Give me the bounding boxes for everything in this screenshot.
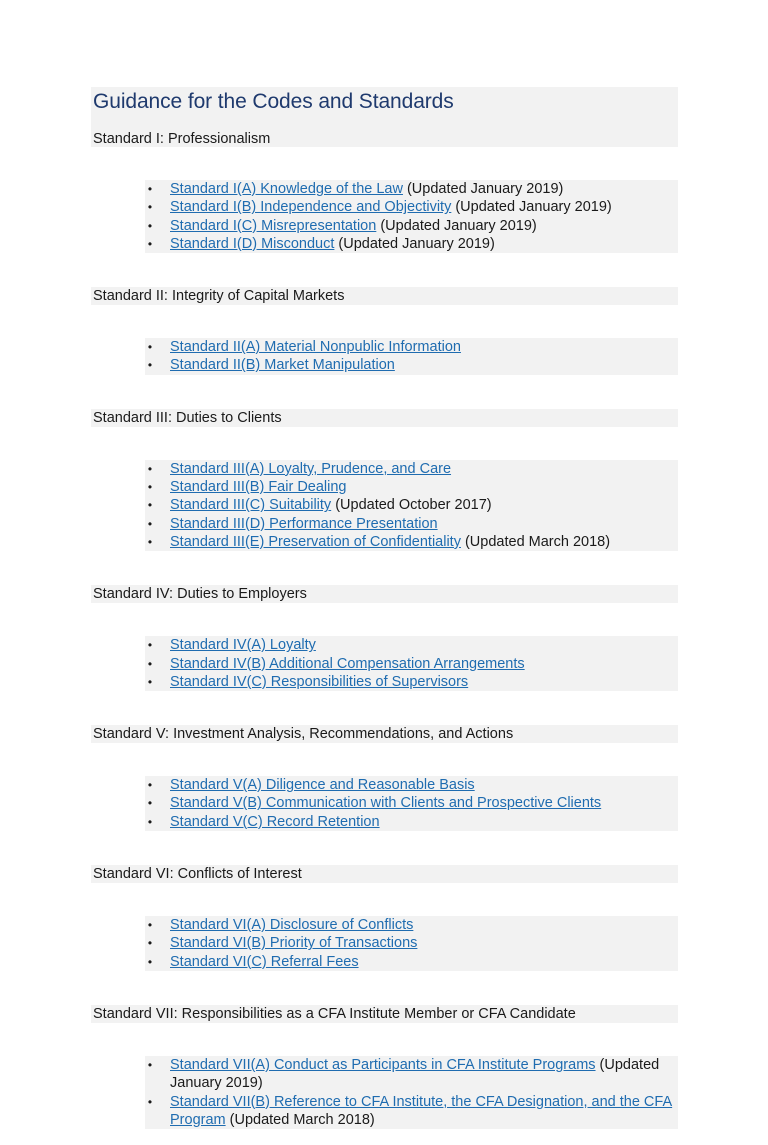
section-heading-standard-ii: Standard II: Integrity of Capital Markets (91, 287, 678, 305)
bullet-icon: • (147, 814, 153, 829)
bullet-icon: • (147, 516, 153, 531)
bullet-icon: • (147, 656, 153, 671)
link-standard-iv-b[interactable]: Standard IV(B) Additional Compensation Arrangements (170, 655, 525, 672)
list-item (145, 655, 678, 673)
list-item (145, 934, 678, 952)
link-standard-vii-a[interactable]: Standard VII(A) Conduct as Participants in CFA Institute Programs (170, 1056, 596, 1073)
list-item (145, 813, 678, 831)
page-title: Guidance for the Codes and Standards (93, 90, 454, 113)
list-item (145, 496, 678, 514)
list-item (145, 198, 678, 216)
bullet-icon: • (147, 638, 153, 653)
update-note: (Updated January 2019) (334, 235, 495, 252)
link-standard-i-a[interactable]: Standard I(A) Knowledge of the Law (170, 181, 403, 197)
update-note: (Updated January 2019) (451, 199, 612, 216)
bullet-icon: • (147, 778, 153, 793)
bullet-icon: • (147, 480, 153, 495)
section-heading-standard-i: Standard I: Professionalism (93, 131, 271, 147)
bullet-icon: • (147, 1057, 153, 1072)
link-standard-i-c[interactable]: Standard I(C) Misrepresentation (170, 217, 377, 234)
update-note: (Updated January 2019) (376, 217, 537, 234)
section-heading-standard-v: Standard V: Investment Analysis, Recommendations, and Actions (91, 725, 678, 743)
link-standard-ii-a[interactable]: Standard II(A) Material Nonpublic Information (170, 339, 461, 356)
list-item (145, 180, 678, 198)
link-standard-iii-b[interactable]: Standard III(B) Fair Dealing (170, 479, 347, 496)
bullet-icon: • (147, 918, 153, 933)
list-item (145, 338, 678, 356)
list-standard-i (145, 180, 678, 253)
list-standard-v (145, 776, 678, 831)
section-heading-standard-iv: Standard IV: Duties to Employers (91, 585, 678, 603)
link-standard-v-b[interactable]: Standard V(B) Communication with Clients and Prospective Clients (170, 795, 602, 812)
link-standard-v-c[interactable]: Standard V(C) Record Retention (170, 813, 380, 830)
list-item (145, 515, 678, 533)
list-item (145, 356, 678, 374)
list-standard-vi (145, 916, 678, 971)
update-note: (Updated October 2017) (331, 497, 492, 514)
list-standard-ii (145, 338, 678, 375)
list-item (145, 636, 678, 654)
link-standard-vi-a[interactable]: Standard VI(A) Disclosure of Conflicts (170, 917, 414, 934)
list-item (145, 217, 678, 235)
list-item (145, 776, 678, 794)
list-item (145, 794, 678, 812)
update-note: (Updated March 2018) (225, 1111, 375, 1128)
list-standard-iv (145, 636, 678, 691)
link-standard-iii-c[interactable]: Standard III(C) Suitability (170, 497, 332, 514)
link-standard-vii-b[interactable]: Standard VII(B) Reference to CFA Institute, the CFA Designation, and the CFA Program (170, 1093, 673, 1128)
bullet-icon: • (147, 936, 153, 951)
section-heading-standard-vi: Standard VI: Conflicts of Interest (91, 865, 678, 883)
section-heading-standard-vii: Standard VII: Responsibilities as a CFA Institute Member or CFA Candidate (91, 1005, 678, 1023)
list-item (145, 235, 678, 253)
link-standard-vi-c[interactable]: Standard VI(C) Referral Fees (170, 953, 359, 970)
list-item (145, 916, 678, 934)
link-standard-iii-d[interactable]: Standard III(D) Performance Presentation (170, 515, 438, 532)
link-standard-v-a[interactable]: Standard V(A) Diligence and Reasonable Basis (170, 777, 475, 794)
document-page (91, 87, 678, 1145)
update-note: (Updated March 2018) (460, 533, 611, 550)
list-item (145, 533, 678, 551)
bullet-icon: • (147, 534, 153, 549)
list-item (145, 1093, 678, 1130)
section-heading-standard-iii: Standard III: Duties to Clients (91, 409, 678, 427)
link-standard-ii-b[interactable]: Standard II(B) Market Manipulation (170, 357, 395, 374)
bullet-icon: • (147, 200, 153, 215)
bullet-icon: • (147, 954, 153, 969)
link-standard-iii-a[interactable]: Standard III(A) Loyalty, Prudence, and Care (170, 460, 452, 477)
list-standard-vii (145, 1056, 678, 1129)
link-standard-iv-a[interactable]: Standard IV(A) Loyalty (170, 637, 316, 654)
list-item (145, 673, 678, 691)
title-block (91, 87, 678, 147)
bullet-icon: • (147, 1094, 153, 1109)
link-standard-vi-b[interactable]: Standard VI(B) Priority of Transactions (170, 935, 418, 952)
update-note: (Updated January 2019) (402, 181, 564, 197)
bullet-icon: • (147, 218, 153, 233)
bullet-icon: • (147, 796, 153, 811)
list-standard-iii (145, 460, 678, 551)
link-standard-iv-c[interactable]: Standard IV(C) Responsibilities of Supervisors (170, 673, 469, 690)
update-note: (Updated January 2019) (170, 1056, 660, 1092)
bullet-icon: • (147, 358, 153, 373)
link-standard-i-d[interactable]: Standard I(D) Misconduct (170, 235, 335, 252)
bullet-icon: • (147, 674, 153, 689)
list-item (145, 1056, 678, 1093)
link-standard-i-b[interactable]: Standard I(B) Independence and Objectivity (170, 199, 452, 216)
list-item (145, 478, 678, 496)
bullet-icon: • (147, 461, 153, 476)
link-standard-iii-e[interactable]: Standard III(E) Preservation of Confidentiality (170, 533, 461, 550)
bullet-icon: • (147, 182, 153, 196)
list-item (145, 953, 678, 971)
list-item (145, 460, 678, 478)
bullet-icon: • (147, 498, 153, 513)
bullet-icon: • (147, 340, 153, 355)
bullet-icon: • (147, 236, 153, 251)
